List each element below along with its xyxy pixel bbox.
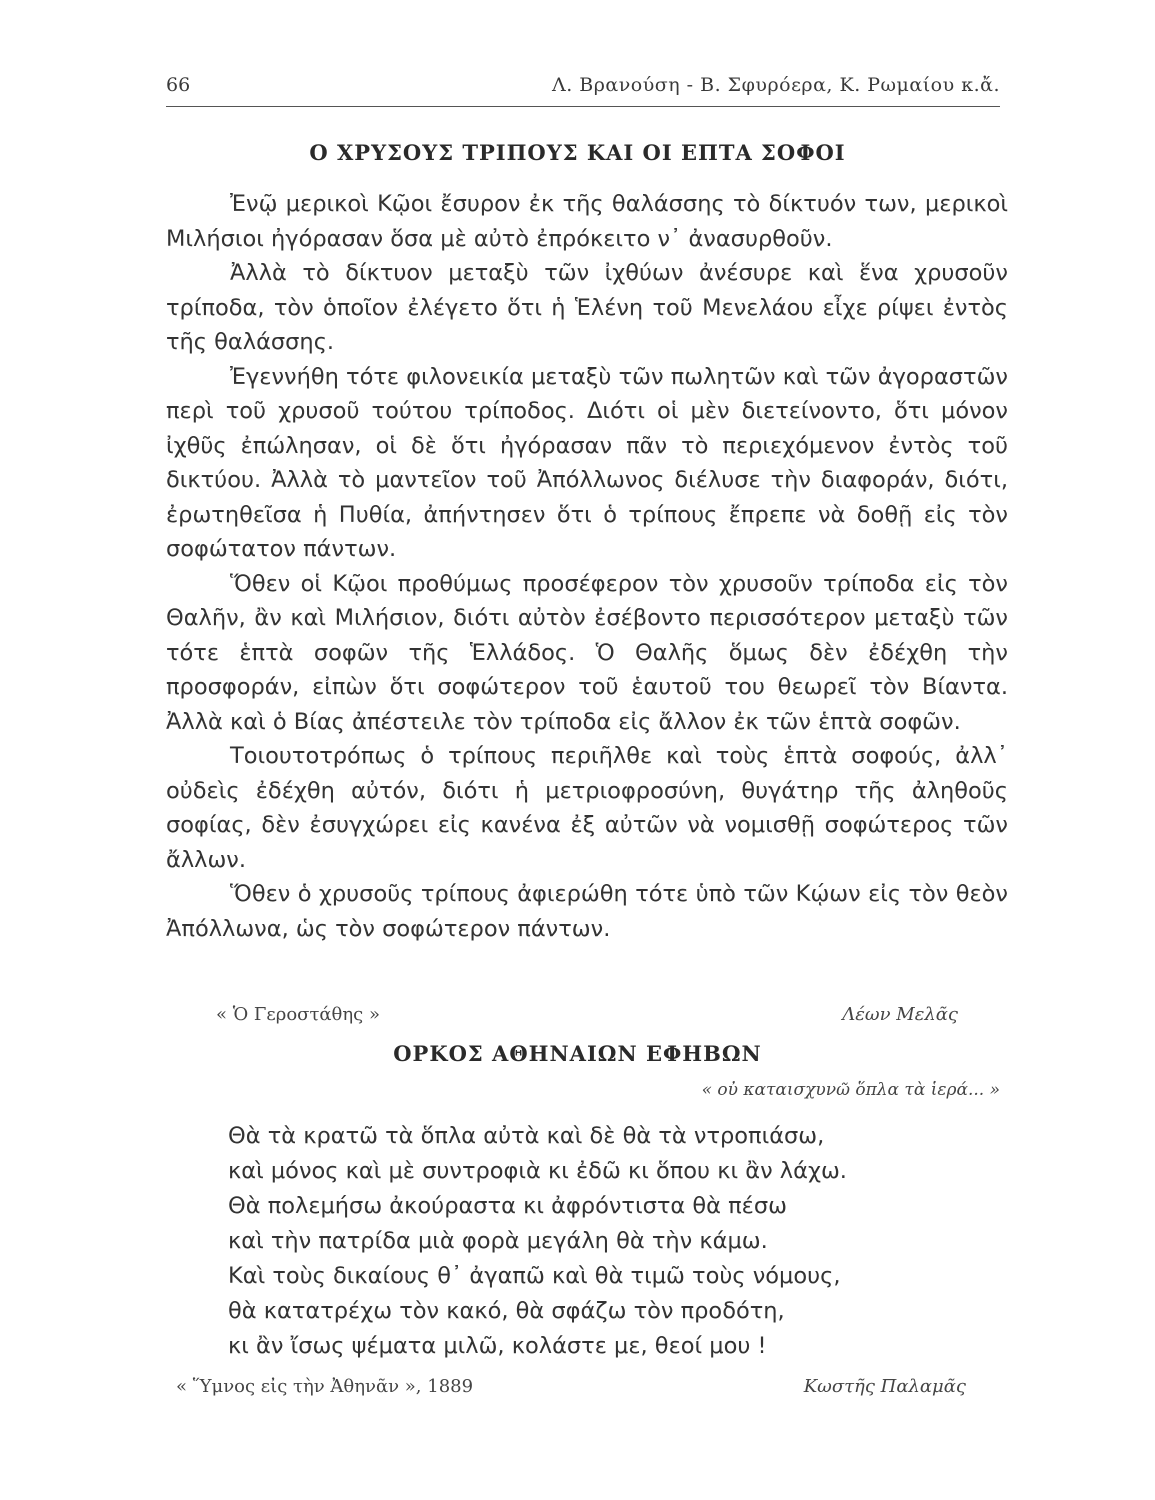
running-title: Λ. Βρανούση - Β. Σφυρόερα, Κ. Ρωμαίου κ.ἄ. [551, 74, 1000, 96]
page-header [166, 74, 1000, 107]
paragraph: Ὅθεν οἱ Κῷοι προθύμως προσέφερον τὸν χρυσοῦν τρίποδα εἰς τὸν Θαλῆν, ἂν καὶ Μιλήσιον, διότι αὐτὸν ἐσέβοντο περισσότερον μεταξὺ τῶν τότε ἑπτὰ σοφῶν τῆς Ἑλλάδος. Ὁ Θαλῆς ὅμως δὲν ἐδέχθη τὴν προσφοράν, εἰπὼν ὅτι σοφώτερον τοῦ ἑαυτοῦ του θεωρεῖ τὸν Βίαντα. Ἀλλὰ καὶ ὁ Βίας ἀπέστειλε τὸν τρίποδα εἰς ἄλλον ἐκ τῶν ἑπτὰ σοφῶν. [166, 570, 1008, 735]
poem-line: θὰ κατατρέχω τὸν κακό, θὰ σφάζω τὸν προδότη, [228, 1298, 785, 1324]
paragraph: Ἐγεννήθη τότε φιλονεικία μεταξὺ τῶν πωλητῶν καὶ τῶν ἀγοραστῶν περὶ τοῦ χρυσοῦ τούτου τρίποδος. Διότι οἱ μὲν διετείνοντο, ὅτι μόνον ἰχθῦς ἐπώλησαν, οἱ δὲ ὅτι ἠγόρασαν πᾶν τὸ περιεχόμενον ἐντὸς τοῦ δικτύου. Ἀλλὰ τὸ μαντεῖον τοῦ Ἀπόλλωνος διέλυσε τὴν διαφοράν, διότι, ἐρωτηθεῖσα ἡ Πυθία, ἀπήντησεν ὅτι ὁ τρίπους ἔπρεπε νὰ δοθῇ εἰς τὸν σοφώτατον πάντων. [166, 363, 1008, 562]
paragraph: Ἀλλὰ τὸ δίκτυον μεταξὺ τῶν ἰχθύων ἀνέσυρε καὶ ἕνα χρυσοῦν τρίποδα, τὸν ὁποῖον ἐλέγετο ὅτι ἡ Ἑλένη τοῦ Μενελάου εἶχε ρίψει ἐντὸς τῆς θαλάσσης. [166, 260, 1008, 355]
poem-line: καὶ μόνος καὶ μὲ συντροφιὰ κι ἐδῶ κι ὅπου κι ἂν λάχω. [228, 1158, 847, 1184]
poem-line: κι ἂν ἴσως ψέματα μιλῶ, κολάστε με, θεοί μου ! [228, 1333, 767, 1359]
epigraph: « οὐ καταισχυνῶ ὅπλα τὰ ἱερά... » [701, 1080, 1000, 1100]
author-name: Λέων Μελᾶς [842, 1004, 958, 1025]
poem-line: Θὰ τὰ κρατῶ τὰ ὅπλα αὐτὰ καὶ δὲ θὰ τὰ ντροπιάσω, [228, 1123, 825, 1149]
source-citation: « Ὁ Γεροστάθης » [216, 1004, 380, 1025]
poem-line: Θὰ πολεμήσω ἀκούραστα κι ἀφρόντιστα θὰ πέσω [228, 1193, 787, 1219]
poem-line: Καὶ τοὺς δικαίους θ᾿ ἀγαπῶ καὶ θὰ τιμῶ τοὺς νόμους, [228, 1263, 841, 1289]
source-citation: « Ὕμνος εἰς τὴν Ἀθηνᾶν », 1889 [176, 1376, 474, 1397]
section-title-tripod: Ο ΧΡΥΣΟΥΣ ΤΡΙΠΟΥΣ ΚΑΙ ΟΙ ΕΠΤΑ ΣΟΦΟΙ [309, 140, 846, 165]
page-number: 66 [166, 74, 191, 96]
paragraph: Τοιουτοτρόπως ὁ τρίπους περιῆλθε καὶ τοὺς ἑπτὰ σοφούς, ἀλλ᾿ οὐδεὶς ἐδέχθη αὐτόν, διότι ἡ μετριοφροσύνη, θυγάτηρ τῆς ἀληθοῦς σοφίας, δὲν ἐσυγχώρει εἰς κανένα ἐξ αὐτῶν νὰ νομισθῇ σοφώτερος τῶν ἄλλων. [166, 743, 1008, 873]
story-text [166, 187, 1008, 946]
section-title-oath: ΟΡΚΟΣ ΑΘΗΝΑΙΩΝ ΕΦΗΒΩΝ [393, 1041, 762, 1066]
paragraph: Ἐνῷ μερικοὶ Κῷοι ἔσυρον ἐκ τῆς θαλάσσης τὸ δίκτυόν των, μερικοὶ Μιλήσιοι ἠγόρασαν ὅσα μὲ αὐτὸ ἐπρόκειτο ν᾿ ἀνασυρθοῦν. [166, 191, 1008, 252]
paragraph: Ὅθεν ὁ χρυσοῦς τρίπους ἀφιερώθη τότε ὑπὸ τῶν Κῴων εἰς τὸν θεὸν Ἀπόλλωνα, ὡς τὸν σοφώτερον πάντων. [166, 881, 1008, 942]
poem-line: καὶ τὴν πατρίδα μιὰ φορὰ μεγάλη θὰ τὴν κάμω. [228, 1228, 768, 1254]
poem [228, 1119, 847, 1364]
author-name: Κωστῆς Παλαμᾶς [803, 1376, 966, 1397]
